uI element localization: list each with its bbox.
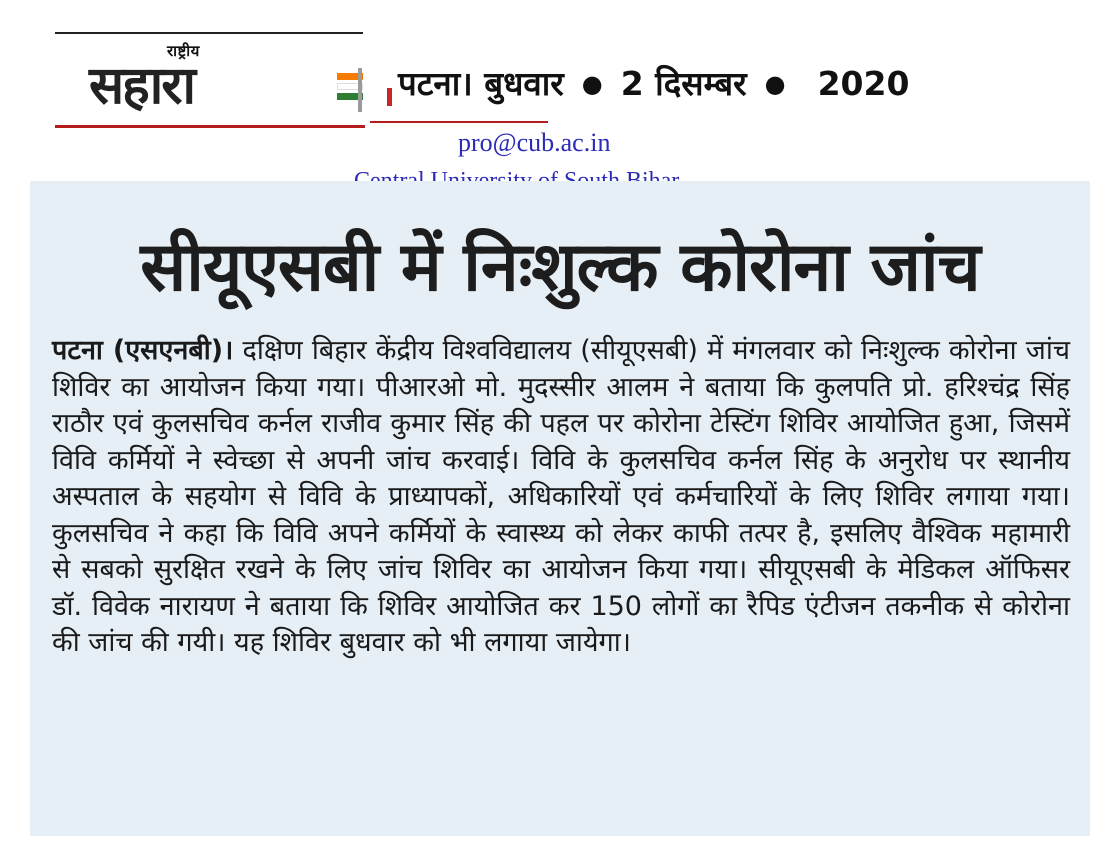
newspaper-masthead [55,32,370,130]
dateline-date: 2 दिसम्बर [620,64,747,103]
dateline-day: बुधवार [484,64,564,103]
red-marker [387,88,392,106]
masthead-logo-text: सहारा [89,55,194,116]
article-body [52,333,1070,662]
article-body-text: दक्षिण बिहार केंद्रीय विश्वविद्यालय (सीयूएसबी) में मंगलवार को निःशुल्क कोरोना जांच शिविर का आयोजन किया गया। पीआरओ मो. मुदस्सीर आलम ने बताया कि कुलपति प्रो. हरिश्चंद्र सिंह राठौर एवं कुलसचिव कर्नल राजीव कुमार सिंह की पहल पर कोरोना टेस्टिंग शिविर आयोजित हुआ, जिसमें विवि कर्मियों ने स्वेच्छा से अपनी जांच करवाई। विवि के कुलसचिव कर्नल सिंह के अनुरोध पर स्थानीय अस्पताल के सहयोग से विवि के प्राध्यापकों, अधिकारियों एवं कर्मचारियों के लिए शिविर लगाया गया। कुलसचिव ने कहा कि विवि अपने कर्मियों के स्वास्थ्य को लेकर काफी तत्पर है, इसलिए वैश्विक महामारी से सबको सुरक्षित रखने के लिए जांच शिविर का आयोजन किया गया। सीयूएसबी के मेडिकल ऑफिसर डॉ. विवेक नारायण ने बताया कि शिविर आयोजित कर 150 लोगों का रैपिड एंटीजन तकनीक से कोरोना की जांच की गयी। यह शिविर बुधवार को भी लगाया जायेगा। [52,335,1070,658]
watermark-email: pro@cub.ac.in [458,128,611,157]
dateline [398,60,909,105]
masthead-top-rule [55,32,363,34]
article-clipping [30,181,1090,836]
dateline-separator-2: ● [764,70,786,98]
article-headline: सीयूएसबी में निःशुल्क कोरोना जांच [140,228,980,307]
dateline-separator: ● [581,70,603,98]
dateline-city: पटना। [398,64,473,103]
dateline-red-rule [370,121,548,123]
masthead-kicker: राष्ट्रीय [167,42,200,60]
article-lead: पटना (एसएनबी)। [52,335,234,366]
masthead-divider [358,68,362,112]
dateline-year: 2020 [817,64,910,103]
